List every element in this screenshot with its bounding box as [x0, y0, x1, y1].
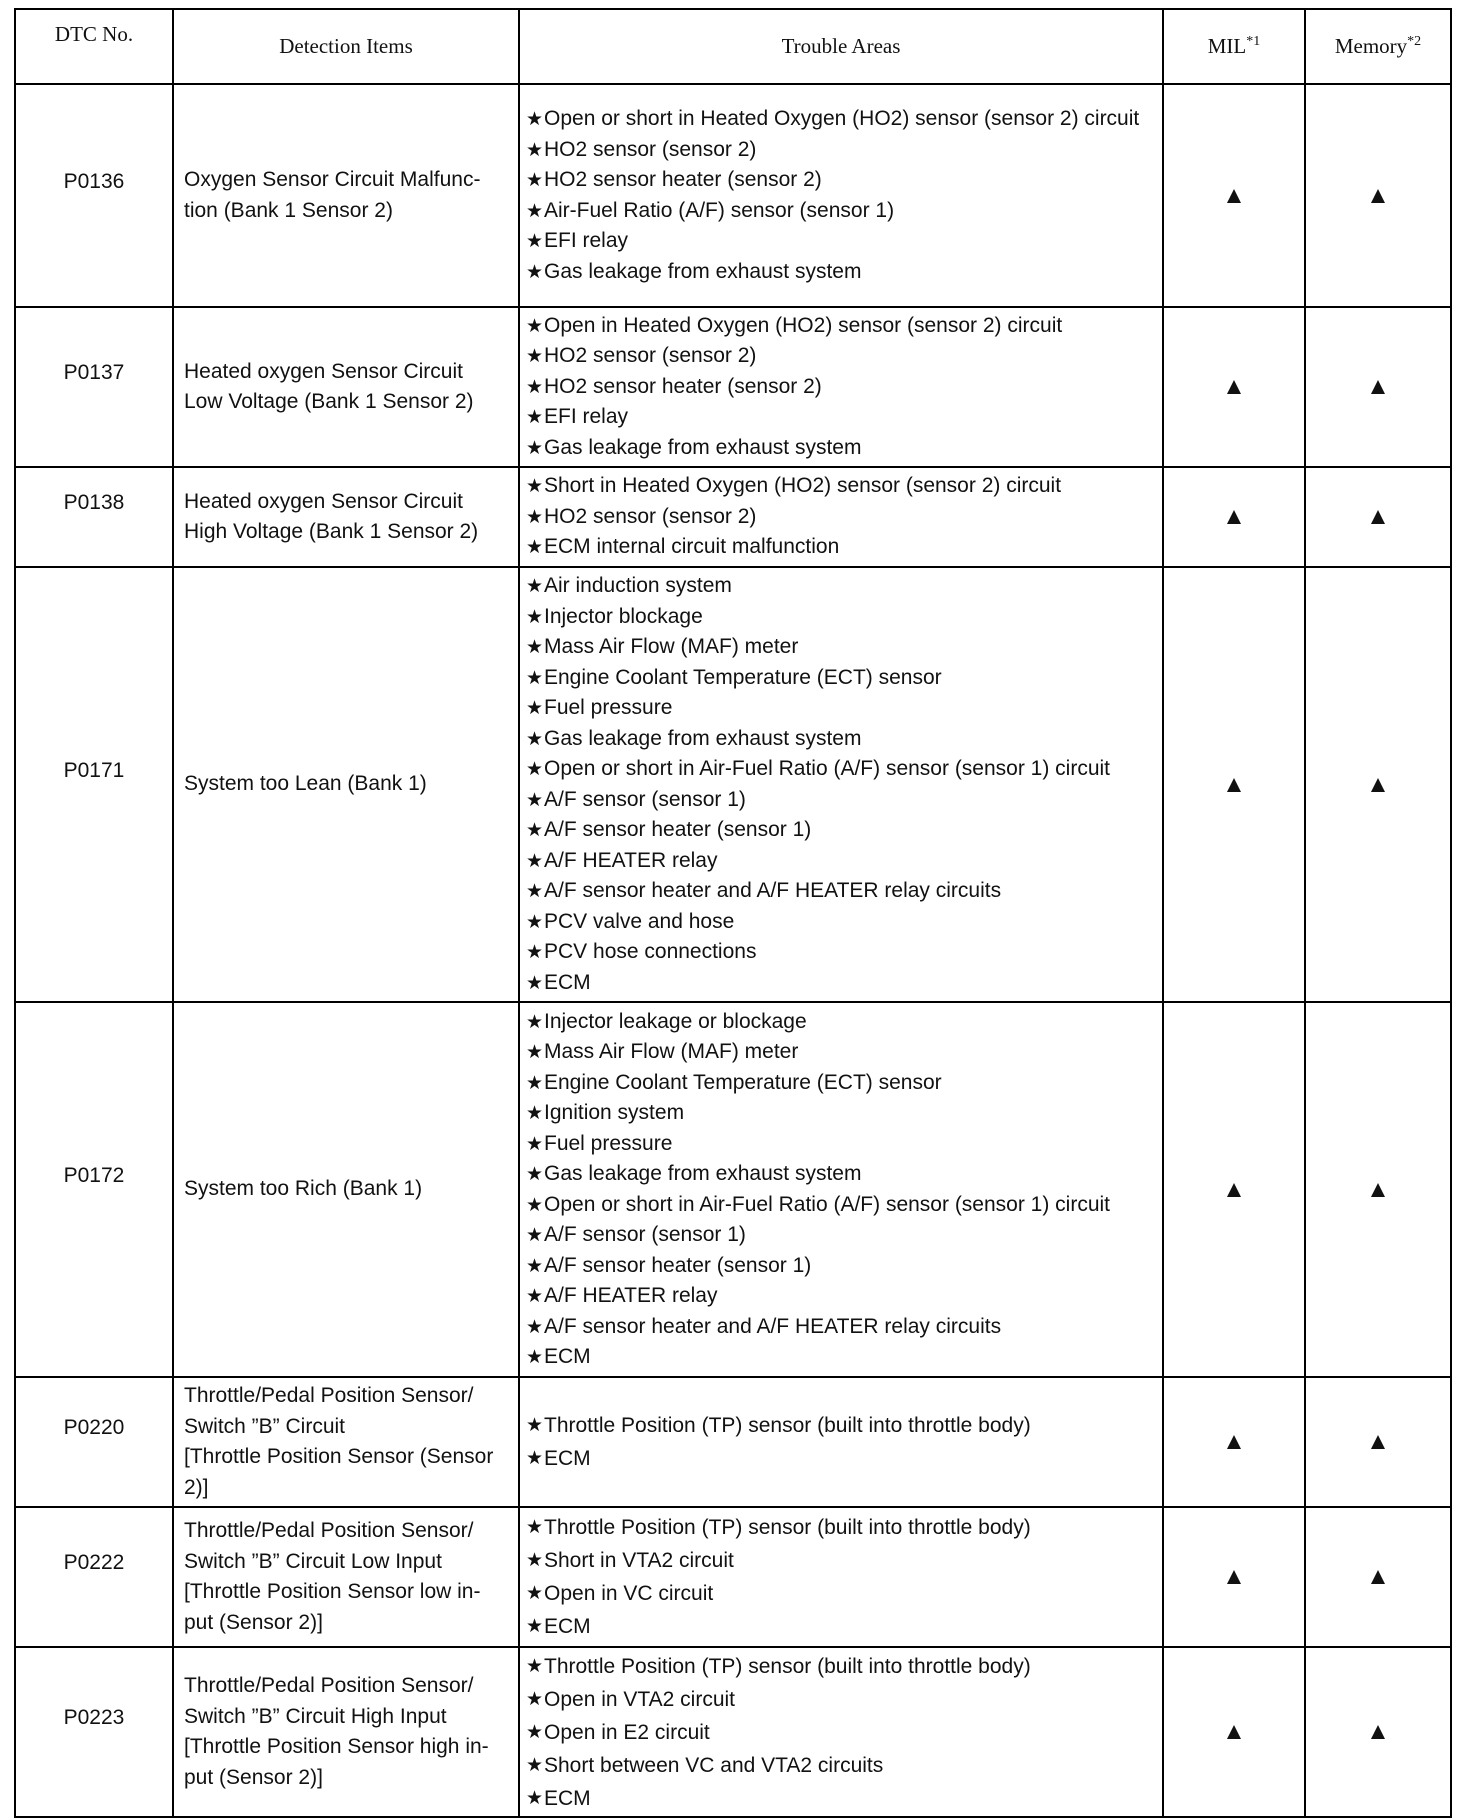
- detection-text: Heated oxygen Sensor Circuit Low Voltage (Bank 1 Sensor 2): [184, 359, 474, 413]
- detection-text: Throttle/Pedal Position Sensor/ Switch ”B” Circuit High Input [Throttle Position Sensor high in- put (Sensor 2)]: [184, 1674, 489, 1789]
- dtc-cell: [15, 1377, 173, 1507]
- trouble-item: ★ HO2 sensor (sensor 2): [528, 502, 1154, 533]
- trouble-item: ★ Open or short in Air-Fuel Ratio (A/F) sensor (sensor 1) circuit: [528, 754, 1154, 785]
- dtc-cell: [15, 567, 173, 1002]
- dtc-code: P0172: [63, 1163, 125, 1187]
- dtc-code: P0171: [63, 758, 125, 782]
- table-row: [15, 467, 1451, 567]
- detection-text: System too Lean (Bank 1): [184, 772, 427, 796]
- table-row: [15, 307, 1451, 467]
- trouble-item: ★ Open in E2 circuit: [528, 1716, 1154, 1749]
- mil-cell: [1163, 467, 1305, 567]
- header-mil-label: MIL: [1207, 34, 1247, 58]
- dtc-code: P0136: [63, 169, 125, 193]
- trouble-item: ★ Open in Heated Oxygen (HO2) sensor (sensor 2) circuit: [528, 311, 1154, 342]
- triangle-marker-icon: ▲: [1222, 503, 1246, 530]
- trouble-item: ★ Injector leakage or blockage: [528, 1007, 1154, 1038]
- table-row: [15, 1002, 1451, 1377]
- triangle-marker-icon: ▲: [1222, 373, 1246, 400]
- trouble-item: ★ ECM: [528, 968, 1154, 999]
- dtc-code: P0220: [63, 1416, 125, 1439]
- trouble-item: ★ HO2 sensor heater (sensor 2): [528, 165, 1154, 196]
- detection-cell: [173, 1647, 519, 1817]
- header-trouble: Trouble Areas: [519, 9, 1163, 84]
- trouble-item: ★ Open or short in Air-Fuel Ratio (A/F) sensor (sensor 1) circuit: [528, 1190, 1154, 1221]
- dtc-cell: [15, 84, 173, 307]
- trouble-item: ★ Short between VC and VTA2 circuits: [528, 1749, 1154, 1782]
- trouble-list: [528, 311, 1154, 464]
- trouble-list: [528, 1511, 1154, 1643]
- trouble-item: ★ PCV hose connections: [528, 937, 1154, 968]
- trouble-item: ★ Fuel pressure: [528, 1129, 1154, 1160]
- trouble-item: ★ ECM internal circuit malfunction: [528, 532, 1154, 563]
- trouble-cell: [519, 1377, 1163, 1507]
- triangle-marker-icon: ▲: [1366, 1428, 1390, 1455]
- detection-text: Throttle/Pedal Position Sensor/ Switch ”B” Circuit Low Input [Throttle Position Sensor low in- put (Sensor 2)]: [184, 1519, 481, 1634]
- trouble-cell: [519, 307, 1163, 467]
- memory-cell: [1305, 84, 1451, 307]
- trouble-item: ★ A/F sensor heater (sensor 1): [528, 1251, 1154, 1282]
- mil-cell: [1163, 567, 1305, 1002]
- dtc-code: P0223: [63, 1706, 125, 1729]
- trouble-item: ★ Mass Air Flow (MAF) meter: [528, 1037, 1154, 1068]
- trouble-item: ★ Engine Coolant Temperature (ECT) sensor: [528, 663, 1154, 694]
- detection-cell: [173, 84, 519, 307]
- memory-cell: [1305, 307, 1451, 467]
- trouble-list: [528, 1650, 1154, 1815]
- memory-cell: [1305, 1507, 1451, 1647]
- trouble-cell: [519, 84, 1163, 307]
- header-memory: [1305, 9, 1451, 84]
- trouble-cell: [519, 1002, 1163, 1377]
- triangle-marker-icon: ▲: [1222, 770, 1246, 798]
- trouble-item: ★ HO2 sensor (sensor 2): [528, 135, 1154, 166]
- trouble-item: ★ EFI relay: [528, 402, 1154, 433]
- trouble-item: ★ Throttle Position (TP) sensor (built into throttle body): [528, 1511, 1154, 1544]
- trouble-item: ★ Open in VTA2 circuit: [528, 1683, 1154, 1716]
- trouble-list: [528, 1007, 1154, 1373]
- triangle-marker-icon: ▲: [1366, 503, 1390, 530]
- triangle-marker-icon: ▲: [1222, 1563, 1246, 1590]
- detection-cell: [173, 1002, 519, 1377]
- triangle-marker-icon: ▲: [1366, 1175, 1390, 1203]
- trouble-item: ★ HO2 sensor (sensor 2): [528, 341, 1154, 372]
- trouble-item: ★ A/F sensor heater (sensor 1): [528, 815, 1154, 846]
- trouble-item: ★ EFI relay: [528, 226, 1154, 257]
- trouble-item: ★ Throttle Position (TP) sensor (built into throttle body): [528, 1650, 1154, 1683]
- trouble-item: ★ Air-Fuel Ratio (A/F) sensor (sensor 1): [528, 196, 1154, 227]
- trouble-item: ★ A/F sensor heater and A/F HEATER relay circuits: [528, 1312, 1154, 1343]
- mil-cell: [1163, 1002, 1305, 1377]
- trouble-item: ★ A/F HEATER relay: [528, 1281, 1154, 1312]
- trouble-item: ★ ECM: [528, 1610, 1154, 1643]
- triangle-marker-icon: ▲: [1366, 1563, 1390, 1590]
- triangle-marker-icon: ▲: [1222, 1718, 1246, 1745]
- trouble-item: ★ ECM: [528, 1442, 1154, 1475]
- detection-cell: [173, 567, 519, 1002]
- table-row: [15, 1507, 1451, 1647]
- triangle-marker-icon: ▲: [1366, 373, 1390, 400]
- memory-cell: [1305, 1647, 1451, 1817]
- triangle-marker-icon: ▲: [1222, 181, 1246, 209]
- trouble-item: ★ Mass Air Flow (MAF) meter: [528, 632, 1154, 663]
- trouble-item: ★ Short in Heated Oxygen (HO2) sensor (sensor 2) circuit: [528, 471, 1154, 502]
- detection-text: System too Rich (Bank 1): [184, 1177, 423, 1201]
- dtc-cell: [15, 467, 173, 567]
- memory-cell: [1305, 567, 1451, 1002]
- trouble-cell: [519, 467, 1163, 567]
- triangle-marker-icon: ▲: [1366, 1718, 1390, 1745]
- dtc-cell: [15, 1002, 173, 1377]
- trouble-item: ★ Gas leakage from exhaust system: [528, 257, 1154, 288]
- trouble-list: [528, 571, 1154, 998]
- dtc-code: P0222: [63, 1551, 125, 1574]
- triangle-marker-icon: ▲: [1366, 770, 1390, 798]
- table-row: [15, 1377, 1451, 1507]
- trouble-item: ★ ECM: [528, 1342, 1154, 1373]
- trouble-item: ★ Gas leakage from exhaust system: [528, 724, 1154, 755]
- detection-text: Throttle/Pedal Position Sensor/ Switch ”B” Circuit [Throttle Position Sensor (Sensor 2)]: [184, 1384, 494, 1499]
- trouble-item: ★ Air induction system: [528, 571, 1154, 602]
- mil-cell: [1163, 1377, 1305, 1507]
- dtc-table: [14, 8, 1452, 1818]
- header-mil: [1163, 9, 1305, 84]
- trouble-item: ★ Gas leakage from exhaust system: [528, 433, 1154, 464]
- mil-cell: [1163, 307, 1305, 467]
- trouble-item: ★ Throttle Position (TP) sensor (built into throttle body): [528, 1409, 1154, 1442]
- dtc-cell: [15, 1507, 173, 1647]
- trouble-item: ★ ECM: [528, 1782, 1154, 1815]
- header-mil-sup: *1: [1246, 34, 1261, 49]
- detection-text: Oxygen Sensor Circuit Malfunc- tion (Bank 1 Sensor 2): [184, 168, 481, 222]
- trouble-item: ★ Open or short in Heated Oxygen (HO2) sensor (sensor 2) circuit: [528, 104, 1154, 135]
- detection-text: Heated oxygen Sensor Circuit High Voltage (Bank 1 Sensor 2): [184, 489, 479, 543]
- trouble-item: ★ Open in VC circuit: [528, 1577, 1154, 1610]
- dtc-cell: [15, 307, 173, 467]
- detection-cell: [173, 467, 519, 567]
- trouble-item: ★ Fuel pressure: [528, 693, 1154, 724]
- trouble-item: ★ Engine Coolant Temperature (ECT) sensor: [528, 1068, 1154, 1099]
- dtc-code: P0138: [63, 491, 125, 514]
- triangle-marker-icon: ▲: [1222, 1428, 1246, 1455]
- trouble-list: [528, 471, 1154, 563]
- trouble-item: ★ A/F sensor (sensor 1): [528, 785, 1154, 816]
- trouble-list: [528, 104, 1154, 287]
- trouble-cell: [519, 567, 1163, 1002]
- trouble-item: ★ Injector blockage: [528, 602, 1154, 633]
- dtc-code: P0137: [63, 361, 125, 384]
- trouble-cell: [519, 1647, 1163, 1817]
- trouble-item: ★ Gas leakage from exhaust system: [528, 1159, 1154, 1190]
- detection-cell: [173, 1377, 519, 1507]
- table-row: [15, 567, 1451, 1002]
- header-detection: Detection Items: [173, 9, 519, 84]
- dtc-cell: [15, 1647, 173, 1817]
- trouble-item: ★ HO2 sensor heater (sensor 2): [528, 372, 1154, 403]
- header-dtc: DTC No.: [15, 9, 173, 84]
- header-memory-sup: *2: [1407, 34, 1422, 49]
- mil-cell: [1163, 1647, 1305, 1817]
- triangle-marker-icon: ▲: [1222, 1175, 1246, 1203]
- header-memory-label: Memory: [1334, 34, 1408, 58]
- memory-cell: [1305, 1377, 1451, 1507]
- triangle-marker-icon: ▲: [1366, 181, 1390, 209]
- detection-cell: [173, 307, 519, 467]
- mil-cell: [1163, 1507, 1305, 1647]
- trouble-item: ★ Ignition system: [528, 1098, 1154, 1129]
- table-row: [15, 84, 1451, 307]
- trouble-list: [528, 1409, 1154, 1475]
- table-row: [15, 1647, 1451, 1817]
- detection-cell: [173, 1507, 519, 1647]
- trouble-cell: [519, 1507, 1163, 1647]
- trouble-item: ★ A/F sensor (sensor 1): [528, 1220, 1154, 1251]
- header-row: [15, 9, 1451, 84]
- trouble-item: ★ A/F sensor heater and A/F HEATER relay circuits: [528, 876, 1154, 907]
- memory-cell: [1305, 1002, 1451, 1377]
- trouble-item: ★ PCV valve and hose: [528, 907, 1154, 938]
- trouble-item: ★ A/F HEATER relay: [528, 846, 1154, 877]
- mil-cell: [1163, 84, 1305, 307]
- trouble-item: ★ Short in VTA2 circuit: [528, 1544, 1154, 1577]
- memory-cell: [1305, 467, 1451, 567]
